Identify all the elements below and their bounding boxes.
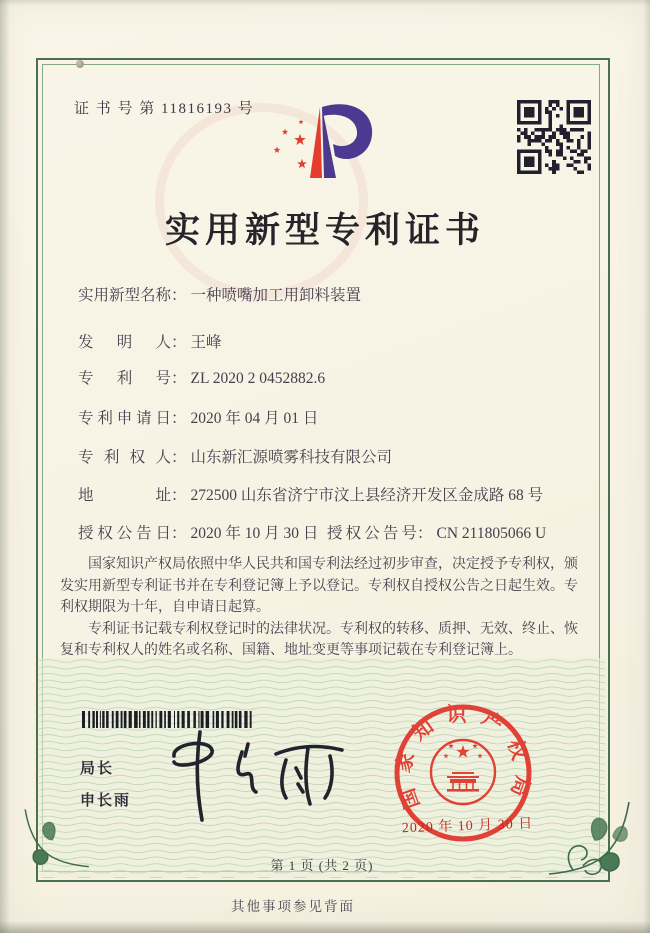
field-colon: ： — [417, 525, 433, 542]
field-value: 272500 山东省济宁市汶上县经济开发区金成路 68 号 — [190, 487, 544, 504]
field-label: 专利申请日 — [78, 410, 171, 427]
grant-number-pair — [327, 521, 546, 543]
qr-code-icon — [517, 100, 591, 174]
field-row-address — [78, 483, 598, 505]
field-value: 2020 年 04 月 01 日 — [190, 410, 319, 427]
field-row-grant — [78, 521, 598, 543]
footer-note: 其他事项参见背面 — [231, 899, 355, 914]
svg-text:国家知识产权局 — [390, 703, 535, 812]
scan-edge — [0, 0, 650, 6]
field-row-patent-number — [78, 366, 598, 388]
seal-date: 2020 年 10 月 30 日 — [401, 816, 534, 837]
legal-text — [60, 554, 590, 662]
field-label: 实用新型名称 — [78, 287, 172, 304]
field-colon: ： — [171, 525, 187, 542]
scan-edge — [0, 921, 650, 933]
field-label: 授权公告日 — [78, 525, 171, 542]
field-label: 专利号 — [78, 370, 171, 387]
legal-paragraph: 专利证书记载专利权登记时的法律状况。专利权的转移、质押、无效、终止、恢复和专利权人的姓名或名称、国籍、地址变更等事项记载在专利登记簿上。 — [60, 621, 578, 658]
director-signature-icon — [158, 726, 358, 826]
field-label: 地址 — [78, 487, 171, 504]
field-colon: ： — [171, 410, 187, 427]
field-colon: ： — [171, 487, 187, 504]
scan-edge — [643, 0, 650, 933]
director-title: 局长 — [80, 760, 115, 777]
field-value: 山东新汇源喷雾科技有限公司 — [190, 449, 393, 466]
scan-edge — [0, 0, 10, 933]
field-row-inventor — [78, 330, 598, 352]
field-value: ZL 2020 2 0452882.6 — [190, 370, 326, 387]
field-row-patentee — [78, 445, 598, 467]
certificate-number: 证 书 号 第 11816193 号 — [74, 101, 255, 117]
field-row-filing-date — [78, 406, 598, 428]
field-colon: ： — [171, 287, 187, 304]
cnipa-logo-icon — [252, 90, 412, 195]
field-value: 王峰 — [190, 334, 222, 351]
page-number: 第 1 页 (共 2 页) — [270, 858, 374, 873]
field-value: 一种喷嘴加工用卸料装置 — [190, 287, 362, 304]
legal-paragraph: 国家知识产权局依照中华人民共和国专利法经过初步审查，决定授予专利权，颁发实用新型专利证书并在专利登记簿上予以登记。专利权自授权公告之日起生效。专利权期限为十年，自申请日起算。 — [60, 557, 578, 615]
binding-rivet — [76, 60, 84, 68]
field-label: 专利权人 — [78, 449, 171, 466]
field-value: CN 211805066 U — [436, 525, 547, 542]
field-label: 发明人 — [78, 334, 171, 351]
field-value: 2020 年 10 月 30 日 — [190, 525, 319, 542]
seal-text: 国家知识产权局 — [392, 704, 534, 812]
field-colon: ： — [171, 449, 187, 466]
director-name: 申长雨 — [80, 792, 132, 809]
field-colon: ： — [171, 334, 187, 351]
field-label: 授权公告号 — [327, 525, 417, 542]
field-colon: ： — [171, 370, 187, 387]
field-row-name — [78, 283, 598, 305]
page-title: 实用新型专利证书 — [164, 211, 485, 250]
